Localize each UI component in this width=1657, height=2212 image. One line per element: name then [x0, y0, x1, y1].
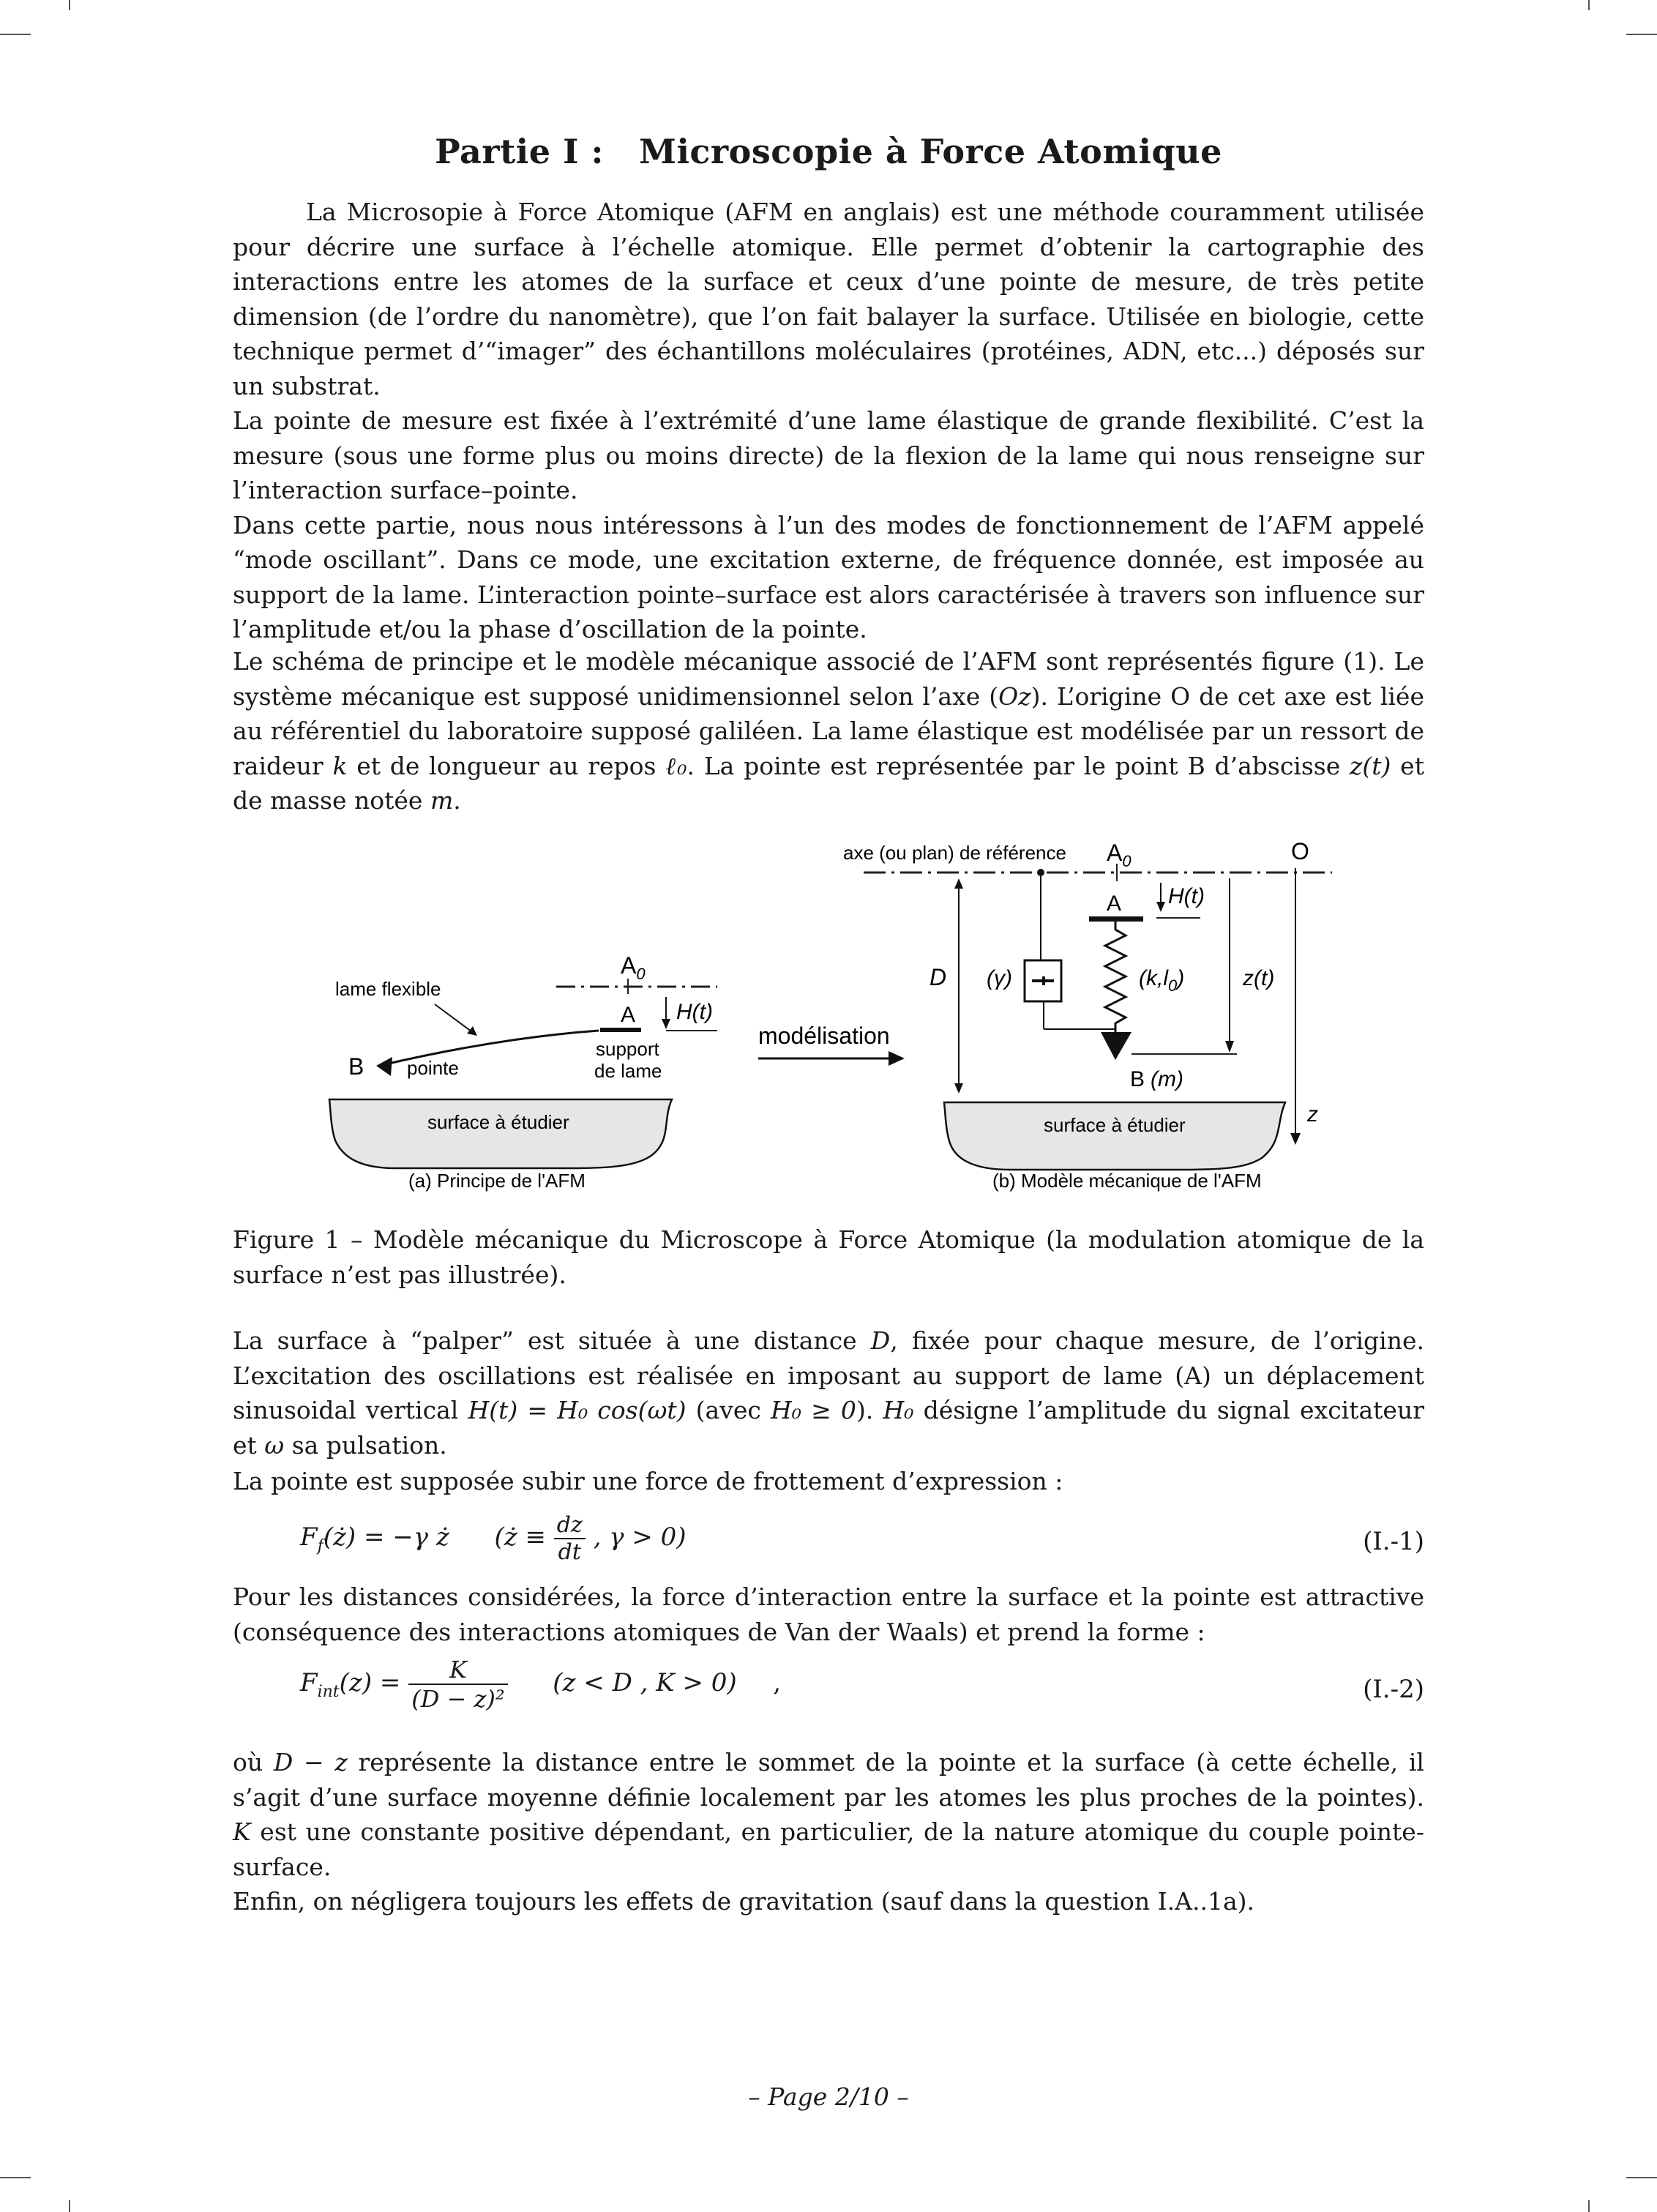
right-surface: [944, 1102, 1285, 1170]
math: H(t) = H₀ cos(ωt): [468, 1396, 687, 1424]
mass-tip-icon: [1101, 1032, 1132, 1060]
zt-label: z(t): [1243, 966, 1275, 990]
lame-pointer: [435, 1004, 474, 1034]
math: F: [300, 1668, 318, 1697]
math: int: [317, 1682, 340, 1701]
text: (avec: [686, 1396, 771, 1424]
math: D − z: [273, 1748, 348, 1776]
math: , γ > 0): [593, 1522, 687, 1552]
lame-pointer-head: [467, 1026, 477, 1036]
crop-mark: [1626, 2177, 1657, 2178]
intro-paragraph-1: La Microsopie à Force Atomique (AFM en anglais) est une méthode couramment utilisée pour décrire une surface à l’échelle atomique. Elle permet d’obtenir la cartographie des interactions entre les atomes de la surface et ceux d’une pointe de mesure, de très petite dimension (de l’ordre du nanomètre), que l’on fait balayer la surface. Utilisée en biologie, cette technique permet d’“imager” des échantillons moléculaires (protéines, ADN, etc...) déposés sur un substrat.: [233, 198, 1424, 400]
crop-mark: [0, 2177, 31, 2178]
page-title: [0, 132, 1657, 171]
text: où: [233, 1748, 274, 1776]
spring: [1105, 922, 1126, 1032]
equation-2: [233, 1656, 1424, 1736]
lame-flexible-label: lame flexible: [335, 978, 441, 1000]
figure-caption: [233, 1222, 1424, 1292]
tip-icon: [376, 1057, 392, 1076]
fraction: [554, 1512, 586, 1565]
left-Ht-label: H(t): [676, 1000, 713, 1024]
friction-intro-text: La pointe est supposée subir une force de frottement d’expression :: [233, 1467, 1063, 1495]
friction-intro: [233, 1464, 1424, 1499]
math: Oz: [998, 681, 1031, 711]
right-O-label: O: [1291, 838, 1309, 864]
title-part: Partie I :: [435, 132, 605, 171]
excitation-paragraph: [233, 1323, 1424, 1462]
D-label: D: [930, 964, 947, 990]
figure-caption-text: Figure 1 – Modèle mécanique du Microscope à Force Atomique (la modulation atomique de la surface n’est pas illustrée).: [233, 1225, 1424, 1289]
left-pointe-label: pointe: [407, 1057, 459, 1079]
math: K: [233, 1817, 251, 1846]
text: Le schéma de principe et le modèle mécanique associé de l’AFM sont représentés figure (1). Le système mécanique est supposé unidimensionnel selon l’axe (: [233, 647, 1424, 711]
left-support-label-1: support: [596, 1038, 659, 1060]
crop-mark: [0, 34, 31, 35]
right-Ht-label: H(t): [1168, 884, 1205, 908]
title-name: Microscopie à Force Atomique: [639, 132, 1222, 171]
text: et de masse notée: [233, 751, 1424, 815]
right-support-bar: [1089, 916, 1143, 922]
schema-paragraph: [233, 644, 1424, 818]
gamma-label: (γ): [987, 966, 1012, 990]
zt-arrowhead: [1225, 1041, 1234, 1053]
interaction-intro-text: Pour les distances considérées, la force d’interaction entre la surface et la pointe est attractive (conséquence des interactions atomiques de Van der Waals) et prend la forme :: [233, 1583, 1424, 1646]
intro-section: [233, 195, 1424, 647]
closing-last-line: Enfin, on négligera toujours les effets de gravitation (sauf dans la question I.A..1a).: [233, 1887, 1254, 1916]
left-support-bar: [600, 1028, 641, 1032]
right-surface-label: surface à étudier: [1044, 1114, 1186, 1136]
left-surface: [329, 1099, 672, 1168]
text: . La pointe est représentée par le point B d’abscisse: [687, 751, 1350, 780]
text: sa pulsation.: [284, 1430, 447, 1460]
math: (ż ≡: [494, 1522, 546, 1552]
left-support-label-2: de lame: [594, 1060, 662, 1082]
afm-figure: [315, 827, 1354, 1208]
math: (z) =: [339, 1668, 401, 1697]
text: désigne l’amplitude du signal excitateur et: [233, 1396, 1424, 1460]
equation-2-body: [300, 1656, 781, 1713]
D-arrowhead-top: [954, 878, 963, 889]
closing-paragraph: [233, 1745, 1424, 1919]
text: , fixée pour chaque mesure, de l’origine. L’excitation des oscillations est réalisée en imposant au support de lame (A) un déplacement sinusoidal vertical: [233, 1326, 1424, 1424]
fraction-numerator: K: [408, 1656, 507, 1685]
fraction: [408, 1656, 507, 1713]
crop-mark: [1626, 34, 1657, 35]
equation-2-number: (I.-2): [1363, 1675, 1424, 1704]
modelisation-arrowhead: [889, 1051, 905, 1066]
crop-mark: [1588, 0, 1590, 10]
left-surface-label: surface à étudier: [427, 1111, 569, 1133]
crop-mark: [69, 0, 70, 10]
equation-1-number: (I.-1): [1363, 1527, 1424, 1556]
intro-paragraph-2: La pointe de mesure est fixée à l’extrémité d’une lame élastique de grande flexibilité. C’est la mesure (sous une forme plus ou moins directe) de la flexion de la lame qui nous renseigne sur l’interaction surface–pointe.: [233, 406, 1424, 504]
math: m: [430, 786, 454, 815]
math: H₀ ≥ 0: [771, 1396, 856, 1424]
text: ).: [856, 1396, 883, 1424]
text: .: [453, 786, 461, 815]
crop-mark: [1588, 2200, 1590, 2212]
fraction-numerator: dz: [554, 1512, 586, 1539]
right-caption: (b) Modèle mécanique de l'AFM: [992, 1170, 1262, 1192]
math: f: [317, 1536, 323, 1555]
left-A0-label: $A_0$: [621, 952, 646, 983]
text: ,: [773, 1668, 782, 1697]
page-footer: – Page 2/10 –: [748, 2082, 909, 2111]
left-caption: (a) Principe de l'AFM: [408, 1170, 586, 1192]
D-arrowhead-bottom: [954, 1083, 963, 1094]
Bm-label: B (m): [1130, 1067, 1183, 1091]
text: et de longueur au repos: [347, 751, 666, 780]
kl0-label: $(k,l_0)$: [1139, 966, 1185, 995]
left-B-label: B: [348, 1053, 364, 1080]
math: k: [332, 751, 348, 780]
math: z(t): [1350, 751, 1391, 780]
equation-1-body: [300, 1512, 687, 1565]
z-axis-arrowhead: [1290, 1133, 1301, 1145]
right-A-label: A: [1107, 892, 1122, 916]
left-H-arrowhead: [662, 1019, 670, 1029]
right-H-arrowhead: [1156, 902, 1165, 912]
crop-mark: [69, 2200, 70, 2212]
intro-paragraph-3: Dans cette partie, nous nous intéressons à l’un des modes de fonctionnement de l’AFM appelé “mode oscillant”. Dans ce mode, une excitation externe, de fréquence donnée, est imposée au support de la lame. L’interaction pointe–surface est alors caractérisée à travers son influence sur l’amplitude et/ou la phase d’oscillation de la pointe.: [233, 510, 1424, 643]
interaction-intro: [233, 1580, 1424, 1649]
z-label: z: [1307, 1102, 1318, 1126]
right-A0-label: $A_0$: [1107, 840, 1132, 870]
text: La surface à “palper” est située à une distance: [233, 1326, 871, 1355]
reference-axis-label: axe (ou plan) de référence: [843, 842, 1066, 864]
math: F: [300, 1522, 318, 1552]
equation-1: [233, 1509, 1424, 1575]
math: ω: [264, 1430, 285, 1460]
modelisation-label: modélisation: [758, 1023, 890, 1049]
text: représente la distance entre le sommet de la pointe et la surface (à cette échelle, il s’agit d’une surface moyenne définie localement par les atomes les plus proches de la pointes).: [233, 1748, 1424, 1812]
text: est une constante positive dépendant, en particulier, de la nature atomique du couple pointe-surface.: [233, 1817, 1424, 1881]
math: (z < D , K > 0): [553, 1668, 737, 1697]
fraction-denominator: (D − z)²: [411, 1685, 505, 1713]
math: H₀: [883, 1396, 914, 1424]
math: (ż) = −γ ż: [323, 1522, 449, 1552]
math: ℓ₀: [665, 751, 687, 780]
left-A-label: A: [621, 1003, 636, 1027]
math: D: [870, 1326, 891, 1355]
fraction-denominator: dt: [558, 1539, 581, 1565]
text: ). L’origine O de cet axe est liée au référentiel du laboratoire supposé galiléen. La lame élastique est modélisée par un ressort de raideur: [233, 681, 1424, 780]
